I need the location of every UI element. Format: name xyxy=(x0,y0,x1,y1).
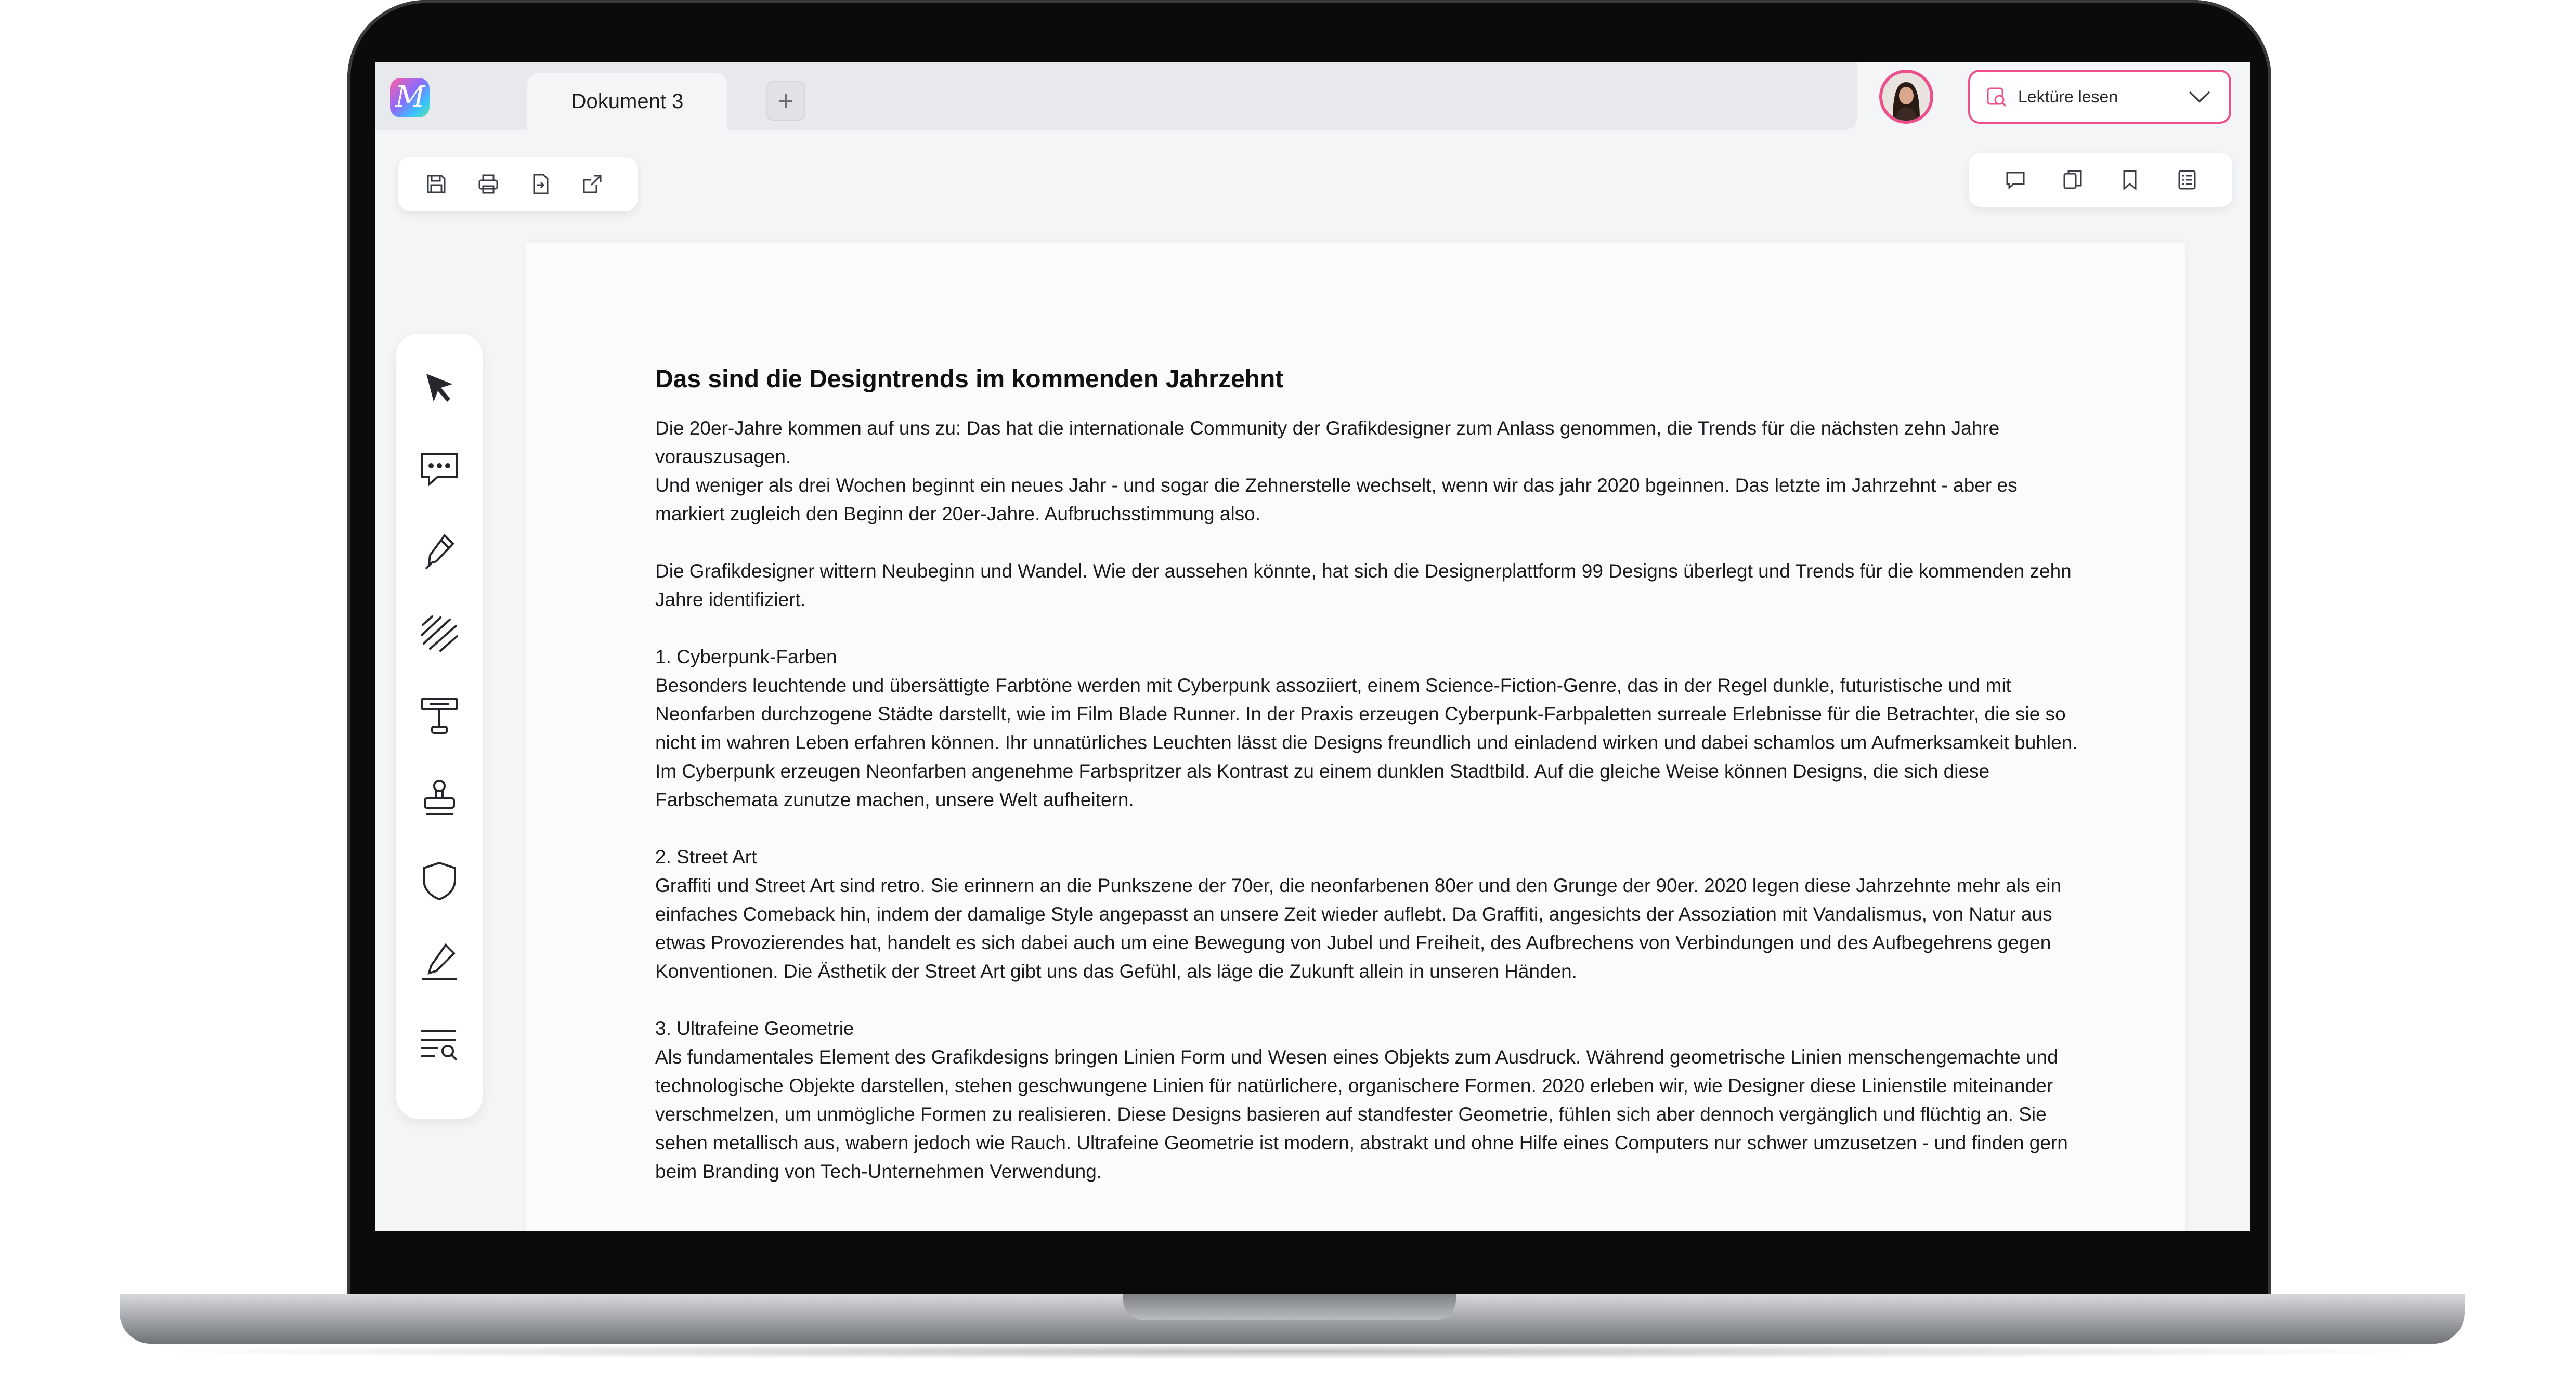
view-toolbar xyxy=(1969,153,2232,207)
laptop-shadow xyxy=(125,1344,2460,1359)
section-body: Als fundamentales Element des Grafikdesigns bringen Linien Form und Wesen eines Objekts zum Ausdruck. Während geometrische Linien menschengemachte und technologische Objekte darstellen, stehen geschwungene Linien für natürlichere, organischere Formen. 2020 erleben wir, wie Designer diese Linienstile miteinander verschmelzen, um unmögliche Formen zu realisieren. Diese Designs basieren auf standfester Geometrie, fühlen sich aber dennoch vergänglich und flüchtig an. Sie sehen metallisch aus, wabern jedoch wie Rauch. Ultrafeine Geometrie ist modern, abstrakt und ohne Hilfe eines Computers nur schwer umzusetzen - und finden gern beim Branding von Tech-Unternehmen Verwendung. xyxy=(655,1046,2068,1182)
form-list-icon[interactable] xyxy=(2174,167,2200,193)
print-icon[interactable] xyxy=(475,171,501,197)
laptop-hinge-notch xyxy=(1123,1294,1456,1320)
shield-icon[interactable] xyxy=(419,860,460,901)
section-geometry xyxy=(655,1014,2090,1186)
comment-icon[interactable] xyxy=(2002,167,2028,193)
comment-bubble-icon[interactable] xyxy=(419,449,460,491)
save-icon[interactable] xyxy=(423,171,449,197)
section-heading: 2. Street Art xyxy=(655,846,757,868)
pen-icon[interactable] xyxy=(419,531,460,573)
book-icon xyxy=(1985,85,2008,108)
tab-label: Dokument 3 xyxy=(571,89,684,113)
paragraph-context xyxy=(655,557,2090,614)
tool-palette xyxy=(396,334,483,1119)
app-screen xyxy=(375,62,2250,1231)
paragraph-line: Die 20er-Jahre kommen auf uns zu: Das hat die internationale Community der Grafikdesigner zum Anlass genommen, die Trends für die nächsten zehn Jahre vorauszusagen. xyxy=(655,417,2000,467)
paragraph-intro xyxy=(655,414,2090,528)
share-external-icon[interactable] xyxy=(579,171,605,197)
add-tab-button[interactable]: + xyxy=(766,81,805,121)
section-heading: 3. Ultrafeine Geometrie xyxy=(655,1018,854,1039)
tab-dokument-3[interactable] xyxy=(527,73,727,130)
section-street-art xyxy=(655,843,2090,986)
avatar-image xyxy=(1882,73,1930,121)
document-title: Das sind die Designtrends im kommenden Jahrzehnt xyxy=(655,365,1284,393)
mode-select[interactable] xyxy=(1968,70,2231,124)
select-arrow-icon[interactable] xyxy=(419,367,460,409)
app-logo[interactable]: M xyxy=(390,78,430,117)
document-content xyxy=(655,364,2090,1214)
paragraph-line: Die Grafikdesigner wittern Neubeginn und Wandel. Wie der aussehen könnte, hat sich die Designerplattform 99 Designs überlegt und Trends für die kommenden zehn Jahre identifiziert. xyxy=(655,560,2072,610)
search-text-icon[interactable] xyxy=(419,1024,460,1066)
pages-icon[interactable] xyxy=(2060,167,2086,193)
user-avatar[interactable] xyxy=(1879,70,1933,124)
text-tool-icon[interactable] xyxy=(419,695,460,737)
signature-icon[interactable] xyxy=(419,942,460,983)
bookmark-icon[interactable] xyxy=(2117,167,2143,193)
title-bar xyxy=(375,62,1857,130)
export-file-icon[interactable] xyxy=(527,171,553,197)
document-page[interactable] xyxy=(526,243,2185,1231)
section-heading: 1. Cyberpunk-Farben xyxy=(655,646,837,667)
chevron-down-icon xyxy=(2188,89,2211,104)
freehand-draw-icon[interactable] xyxy=(419,613,460,655)
mode-select-value: Lektüre lesen xyxy=(2018,87,2118,106)
stamp-icon[interactable] xyxy=(419,778,460,819)
file-toolbar xyxy=(398,157,638,211)
paragraph-line: Und weniger als drei Wochen beginnt ein neues Jahr - und sogar die Zehnerstelle wechselt, wenn wir das jahr 2020 bgeinnen. Das letzte im Jahrzehnt - aber es markiert zugleich den Beginn der 20er-Jahre. Aufbruchsstimmung also. xyxy=(655,475,2018,524)
section-body: Besonders leuchtende und übersättigte Farbtöne werden mit Cyberpunk assoziiert, einem Science-Fiction-Genre, das in der Regel dunkle, futuristische und mit Neonfarben durchzogene Städte darstellt, wie im Film Blade Runner. In der Praxis erzeugen Cyberpunk-Farbpaletten surreale Erlebnisse für die Betrachter, die sie so nicht im wahren Leben erfahren können. Ihr unnatürliches Leuchten lässt die Designs freundlich und einladend wirken und dabei schamlos um Aufmerksamkeit buhlen. Im Cyberpunk erzeugen Neonfarben angenehme Farbspritzer als Kontrast zu einem dunklen Stadtbild. Auf die gleiche Weise können Designs, die sich diese Farbschemata zunutze machen, unsere Welt aufheitern. xyxy=(655,675,2078,810)
section-body: Graffiti und Street Art sind retro. Sie erinnern an die Punkszene der 70er, die neonfarbenen 80er und den Grunge der 90er. 2020 legen diese Jahrzehnte mehr als ein einfaches Comeback hin, indem der damalige Style angepasst an unsere Zeit wieder auflebt. Da Graffiti, angesichts der Assoziation mit Vandalismus, von Natur aus etwas Provozierendes hat, handelt es sich dabei auch um eine Bewegung von Jubel und Freiheit, des Aufbrechens von Verbindungen und des Aufbegehrens gegen Konventionen. Die Ästhetik der Street Art gibt uns das Gefühl, als läge die Zukunft allein in unseren Händen. xyxy=(655,875,2062,982)
section-cyberpunk xyxy=(655,642,2090,814)
